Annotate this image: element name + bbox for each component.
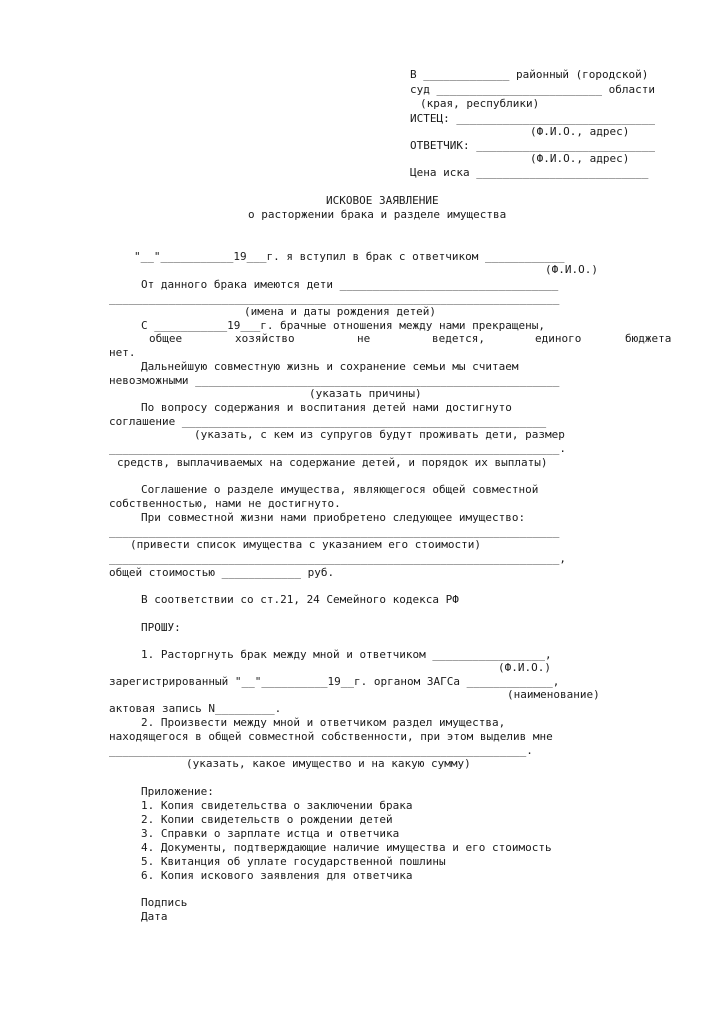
- court-line: В _____________ районный (городской): [410, 68, 649, 81]
- request-heading: ПРОШУ:: [141, 621, 181, 634]
- children-blank-line: ____________________________________________________________________: [109, 292, 560, 305]
- appendix-title: Приложение:: [141, 785, 214, 798]
- request-division-blank: _______________________________________________________________.: [109, 744, 533, 757]
- appendix-item: 5. Квитанция об уплате государственной пошлины: [141, 855, 446, 868]
- claim-price-line: Цена иска __________________________: [410, 166, 649, 179]
- property-blank-line: ____________________________________________________________________: [109, 525, 560, 538]
- household-end: нет.: [109, 346, 136, 359]
- household-word-3: не: [357, 332, 371, 345]
- court-region-hint: (края, республики): [420, 97, 540, 110]
- appendix-item: 3. Справки о зарплате истца и ответчика: [141, 827, 400, 840]
- plaintiff-hint: (Ф.И.О., адрес): [530, 125, 630, 138]
- property-hint: (привести список имущества с указанием его стоимости): [130, 538, 481, 551]
- agreement-hint: (указать, с кем из супругов будут проживать дети, размер: [194, 428, 565, 441]
- household-word-6: бюджета: [625, 332, 672, 345]
- agreement-blank-line: ____________________________________________________________________.: [109, 442, 566, 455]
- legal-basis-line: В соответствии со ст.21, 24 Семейного кодекса РФ: [141, 593, 459, 606]
- date-label: Дата: [141, 910, 168, 923]
- request-division-line-2: находящегося в общей совместной собственности, при этом выделив мне: [109, 730, 553, 743]
- reasons-line: невозможными _______________________________________________________: [109, 374, 560, 387]
- children-hint: (имена и даты рождения детей): [244, 305, 437, 318]
- defendant-line: ОТВЕТЧИК: ___________________________: [410, 139, 656, 152]
- impossible-line: Дальнейшую совместную жизнь и сохранение семьи мы считаем: [141, 360, 519, 373]
- household-word-4: ведется,: [432, 332, 485, 345]
- request-divorce-line: 1. Расторгнуть брак между мной и ответчиком _________________,: [141, 648, 552, 661]
- property-agreement-line-2: собственностью, нами не достигнуто.: [109, 497, 341, 510]
- reasons-hint: (указать причины): [309, 387, 422, 400]
- appendix-item: 4. Документы, подтверждающие наличие имущества и его стоимость: [141, 841, 552, 854]
- document-title: ИСКОВОЕ ЗАЯВЛЕНИЕ: [326, 194, 439, 207]
- registered-line: зарегистрированный "__"__________19__г. органом ЗАГСа _____________,: [109, 675, 560, 688]
- request-fio-hint: (Ф.И.О.): [498, 661, 551, 674]
- household-word-1: общее: [149, 332, 183, 345]
- property-acquired-line: При совместной жизни нами приобретено следующее имущество:: [141, 511, 526, 524]
- appendix-item: 2. Копии свидетельств о рождении детей: [141, 813, 393, 826]
- marriage-fio-hint: (Ф.И.О.): [545, 263, 598, 276]
- relations-ended-line: С ___________19___г. брачные отношения между нами прекращены,: [141, 319, 545, 332]
- request-division-line: 2. Произвести между мной и ответчиком раздел имущества,: [141, 716, 506, 729]
- property-agreement-line: Соглашение о разделе имущества, являющегося общей совместной: [141, 483, 539, 496]
- property-total-line: общей стоимостью ____________ руб.: [109, 566, 335, 579]
- household-word-5: единого: [535, 332, 582, 345]
- marriage-date-line: "__"___________19___г. я вступил в брак с ответчиком ____________: [134, 250, 565, 263]
- children-line: От данного брака имеются дети _________________________________: [141, 278, 559, 291]
- agreement-line: соглашение _______________________________________________________: [109, 415, 547, 428]
- signature-label: Подпись: [141, 896, 188, 909]
- registry-office-hint: (наименование): [507, 688, 600, 701]
- document-subtitle: о расторжении брака и разделе имущества: [248, 208, 507, 221]
- property-blank-line-2: ____________________________________________________________________,: [109, 552, 566, 565]
- appendix-item: 1. Копия свидетельства о заключении брака: [141, 799, 413, 812]
- court-region-line: суд _________________________ области: [410, 83, 656, 96]
- plaintiff-line: ИСТЕЦ: ______________________________: [410, 112, 656, 125]
- record-number-line: актовая запись N_________.: [109, 702, 282, 715]
- defendant-hint: (Ф.И.О., адрес): [530, 152, 630, 165]
- children-agreement-line: По вопросу содержания и воспитания детей нами достигнуто: [141, 401, 512, 414]
- household-word-2: хозяйство: [235, 332, 295, 345]
- request-division-hint: (указать, какое имущество и на какую сумму): [186, 757, 471, 770]
- appendix-item: 6. Копия искового заявления для ответчика: [141, 869, 413, 882]
- agreement-hint-2: средств, выплачиваемых на содержание детей, и порядок их выплаты): [117, 456, 548, 469]
